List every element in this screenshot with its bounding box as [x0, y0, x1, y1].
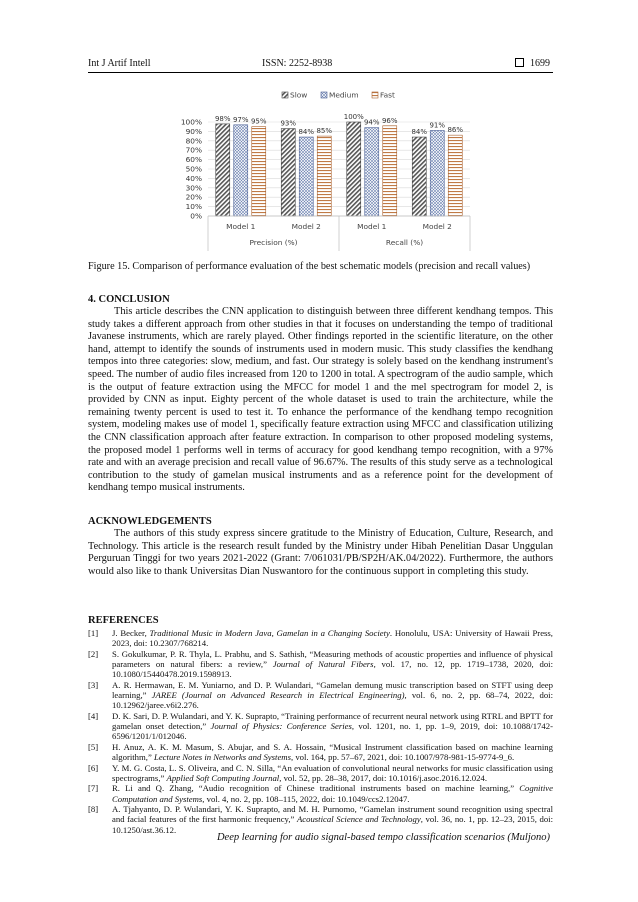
reference-item [88, 763, 553, 783]
reference-details: , vol. 1201, no. 1, pp. 1–9, 2019, doi: 10.1088/1742-6596/1201/1/012046. [112, 721, 553, 742]
y-tick-label: 100% [180, 117, 202, 127]
reference-item [88, 649, 553, 680]
y-tick-label: 20% [185, 192, 202, 202]
legend-label-slow: Slow [290, 90, 308, 100]
acknowledgements-heading: ACKNOWLEDGEMENTS [88, 516, 212, 527]
page-footer: Deep learning for audio signal-based tempo classification scenarios (Muljono) [216, 832, 550, 843]
page-number-block [515, 58, 550, 69]
conclusion-heading: 4. CONCLUSION [88, 294, 170, 305]
y-tick-label: 50% [185, 164, 202, 174]
references-heading: REFERENCES [88, 615, 159, 626]
x-tick-label: Model 2 [291, 222, 321, 231]
reference-text [112, 804, 553, 835]
reference-venue: Applied Soft Computing Journal [166, 772, 280, 783]
y-axis [181, 118, 202, 221]
bar-medium [365, 128, 379, 216]
journal-name: Int J Artif Intell [88, 58, 151, 69]
reference-authors-title: H. Anuz, A. K. M. Masum, S. Abujar, and S. A. Hossain, “Musical Instrument classification based on machine learning algorithm,” [112, 741, 553, 762]
legend-swatch-fast [372, 92, 378, 98]
x-tick-label: Model 1 [226, 222, 256, 231]
reference-item [88, 711, 553, 742]
data-label: 100% [343, 113, 364, 121]
reference-details: , vol. 52, pp. 28–38, 2017, doi: 10.1016/j.asoc.2016.12.024. [279, 772, 488, 783]
x-tick-label: Model 2 [422, 222, 452, 231]
data-label: 94% [363, 118, 380, 127]
reference-authors-title: S. Gokulkumar, P. R. Thyla, L. Prabhu, and S. Sathish, “Measuring methods of acoustic properties and influence of physical parameters on natural fibers: a review,” [112, 648, 553, 669]
reference-number: [4] [88, 710, 99, 721]
y-tick-label: 90% [185, 126, 202, 136]
data-label: 84% [411, 128, 428, 137]
reference-number: [6] [88, 762, 99, 773]
reference-item [88, 680, 553, 711]
y-tick-label: 60% [185, 155, 202, 165]
page-number: 1699 [530, 58, 550, 69]
y-tick-label: 80% [185, 136, 202, 146]
reference-venue: Journal of Natural Fibers [272, 659, 374, 669]
bar-fast [383, 126, 397, 216]
reference-venue: Lecture Notes in Networks and Systems [153, 752, 291, 762]
chart-legend [282, 91, 395, 100]
data-label: 93% [280, 119, 297, 128]
reference-number: [8] [88, 804, 99, 815]
y-tick-label: 70% [185, 145, 202, 155]
bar-medium [430, 130, 444, 216]
data-label: 85% [316, 127, 333, 136]
data-label: 86% [447, 126, 464, 135]
reference-number: [3] [88, 679, 99, 690]
reference-authors-title: J. Becker, [112, 628, 150, 638]
legend-swatch-slow [282, 92, 288, 98]
conclusion-text: This article describes the CNN application to distinguish between three different kendhang tempos. This study takes a different approach from other studies in that it focuses on understanding the tempo of traditional Javanese instruments, which are rarely played. Other findings reported in the scientific literature, on the other hand, attempt to identify the sounds of instruments used in modern music. This study classifies the kendhang tempos into three categories: slow, medium, and fast. Our strategy is solely based on the kendhang instrument's speed. The number of audio files increased from 120 to 1200 in total. A spectrogram of the audio sample, which is the output of feature extraction using the MFCC for model 1 and the mel spectrogram for model 2, is provided by CNN as input. Eighty percent of the whole dataset is used to train the architecture, while the remaining twenty percent is used to test it. To enhance the performance of the kendhang tempo recognition system, modeling makes use of model 1, specifically feature extraction using MFCC and classification utilizing the CNN classification approach after feature extraction. In comparison to other proposed modeling systems, the proposed model 1 performs well in terms of accuracy for good kendhang tempo recognition, with a 97% rate and with an average precision and recall value of 96.67%. The results of this study serve as a technological contribution to the study of gamelan musical instruments and as a reference point for the development of kendhang tempo musical instruments. [88, 306, 553, 494]
figure-caption: Figure 15. Comparison of performance evaluation of the best schematic models (precision and recall values) [88, 261, 531, 272]
reference-text [112, 628, 553, 648]
reference-text [112, 649, 553, 680]
reference-item [88, 628, 553, 648]
reference-venue: Acoustical Science and Technology [296, 814, 421, 825]
reference-details: , vol. 4, no. 2, pp. 108–115, 2022, doi: 10.1049/ccs2.12047. [202, 793, 410, 804]
reference-details: , vol. 17, no. 12, pp. 1719–1738, 2020, doi: 10.1080/15440478.2019.1598913. [112, 659, 554, 680]
data-label: 96% [381, 116, 398, 125]
reference-item [88, 742, 553, 762]
reference-text [112, 742, 553, 762]
issn: ISSN: 2252-8938 [262, 58, 333, 69]
reference-authors-title: A. Tjahyanto, D. P. Wulandari, Y. K. Suprapto, and M. H. Purnomo, “Gamelan instrument sound recognition using spectral and facial features of the first harmonic frequency,” [112, 804, 553, 825]
bar-slow [216, 124, 230, 216]
x-tick-label: Model 1 [357, 222, 387, 231]
checkbox-square-icon [515, 58, 524, 67]
bar-slow [412, 137, 426, 216]
reference-text [112, 680, 553, 711]
data-label: 98% [214, 114, 231, 123]
reference-number: [1] [88, 628, 99, 638]
bar-fast [252, 127, 266, 216]
x-group-label: Recall (%) [385, 238, 424, 247]
bar-slow [281, 129, 295, 216]
bars [215, 113, 463, 216]
reference-venue: Cognitive Computation and Systems [112, 783, 553, 804]
reference-authors-title: Y. M. G. Costa, L. S. Oliveira, and C. N. Silla, “An evaluation of convolutional neural networks for music classification using spectrograms,” [112, 762, 553, 783]
reference-authors-title: R. Li and Q. Zhang, “Audio recognition of Chinese traditional instruments based on machine learning,” [112, 783, 520, 794]
bar-chart [150, 86, 490, 251]
acknowledgements-text: The authors of this study express sincere gratitude to the Ministry of Education, Culture, Research, and Technology. This article is the research result funded by the Ministry under Hibah Penelitian Dasar Unggulan Perguruan Tinggi for two years 2021-2022 (Grant: 7/061031/PB/SP2H/AK.04/2022). Furthermore, the authors would also like to thank Universitas Dian Nuswantoro for the continuous support in completing this study. [88, 528, 553, 577]
reference-details: , vol. 164, pp. 57–67, 2021, doi: 10.1007/978-981-15-9774-9_6. [290, 752, 515, 762]
references-section [88, 615, 553, 835]
reference-number: [5] [88, 741, 99, 752]
data-label: 97% [232, 115, 249, 124]
data-label: 91% [429, 121, 446, 130]
y-tick-label: 40% [185, 173, 202, 183]
reference-details: , vol. 36, no. 1, pp. 12–23, 2015, doi: 10.1250/ast.36.12. [112, 814, 553, 835]
y-tick-label: 10% [185, 202, 202, 212]
data-label: 95% [250, 117, 267, 126]
bar-slow [347, 122, 361, 216]
y-tick-label: 0% [190, 211, 202, 221]
legend-swatch-medium [321, 92, 327, 98]
bar-fast [317, 136, 331, 216]
bar-medium [234, 125, 248, 216]
reference-authors-title: A. R. Hermawan, E. M. Yuniarno, and D. P. Wulandari, “Gamelan demung music transcription based on STFT using deep learning,” [112, 679, 553, 700]
reference-item [88, 783, 553, 803]
reference-text [112, 763, 553, 783]
legend-label-fast: Fast [380, 90, 395, 100]
conclusion-section [88, 294, 553, 495]
reference-text [112, 711, 553, 742]
reference-venue: JAREE (Journal on Advanced Research in Electrical Engineering) [151, 690, 405, 700]
legend-label-medium: Medium [329, 90, 359, 100]
reference-text [112, 783, 553, 803]
bar-medium [299, 137, 313, 216]
x-group-label: Precision (%) [249, 238, 298, 247]
reference-details: , vol. 6, no. 2, pp. 68–74, 2022, doi: 10.12962/jaree.v6i2.276. [112, 690, 553, 711]
header-rule [88, 72, 553, 73]
reference-item [88, 804, 553, 835]
reference-details: . Honolulu, USA: University of Hawaii Press, 2023, doi: 10.2307/768214. [112, 628, 553, 649]
reference-number: [2] [88, 648, 99, 659]
bar-fast [448, 135, 462, 216]
reference-list [88, 628, 553, 835]
reference-venue: Traditional Music in Modern Java, Gamelan in a Changing Society [149, 628, 390, 638]
data-label: 84% [298, 128, 315, 137]
reference-number: [7] [88, 783, 99, 794]
reference-authors-title: D. K. Sari, D. P. Wulandari, and Y. K. Suprapto, “Training performance of recurrent neural network using RTRL and BPTT for gamelan onset detection,” [112, 710, 553, 731]
reference-venue: Journal of Physics: Conference Series [210, 721, 352, 731]
x-axis [208, 216, 470, 251]
acknowledgements-section [88, 516, 553, 578]
y-tick-label: 30% [185, 183, 202, 193]
